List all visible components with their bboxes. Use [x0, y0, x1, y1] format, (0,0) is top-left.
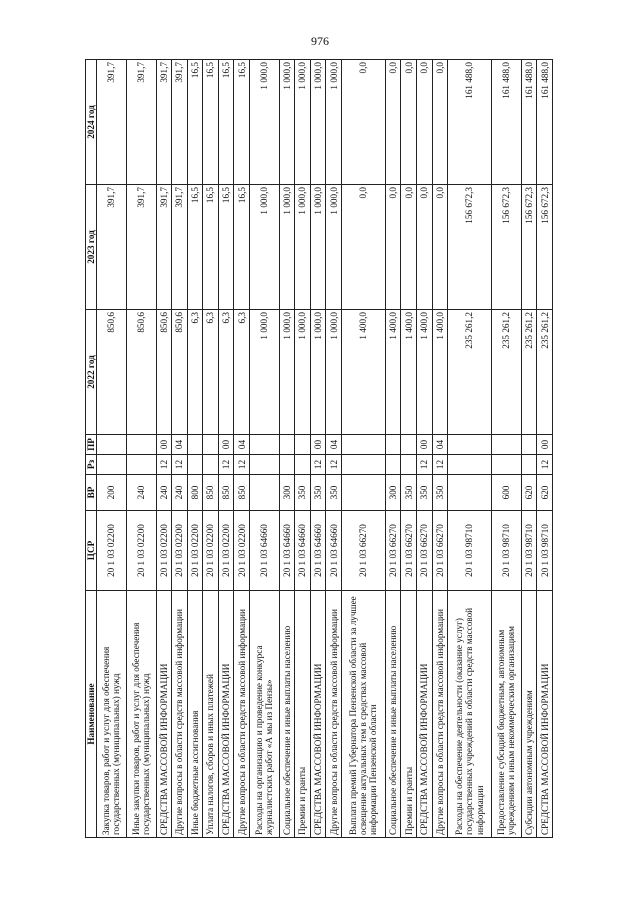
- rotated-table-container: [85, 60, 553, 838]
- cell-2024: 391,7: [156, 60, 172, 185]
- cell-vr: 300: [385, 475, 401, 511]
- cell-2023: 0,0: [401, 185, 417, 310]
- cell-2024: 161 488,0: [492, 60, 522, 185]
- header-vr: ВР: [86, 475, 97, 511]
- cell-rz: [203, 455, 219, 475]
- cell-csr: 20 1 03 98710: [492, 511, 522, 591]
- cell-name: Другие вопросы в области средств массовой информации: [234, 591, 250, 838]
- cell-rz: [249, 455, 279, 475]
- cell-csr: 20 1 03 02200: [234, 511, 250, 591]
- cell-name: Иные закупки товаров, работ и услуг для обеспечения государственных (муниципальных) нужд: [126, 591, 156, 838]
- cell-2023: 16,5: [218, 185, 234, 310]
- cell-2023: 0,0: [341, 185, 385, 310]
- table-row: [218, 60, 234, 838]
- cell-2024: 1 000,0: [310, 60, 326, 185]
- cell-2024: 161 488,0: [537, 60, 553, 185]
- table-row: [401, 60, 417, 838]
- cell-vr: 300: [279, 475, 295, 511]
- table-row: [279, 60, 295, 838]
- table-row: [203, 60, 219, 838]
- cell-rz: 12: [537, 455, 553, 475]
- cell-rz: 12: [172, 455, 188, 475]
- cell-rz: 12: [310, 455, 326, 475]
- cell-vr: 350: [416, 475, 432, 511]
- table-row: [234, 60, 250, 838]
- cell-csr: 20 1 03 66270: [432, 511, 448, 591]
- cell-name: Расходы на организацию и проведение конкурса журналистских работ «А мы из Пензы»: [249, 591, 279, 838]
- cell-2022: 235 261,2: [521, 310, 537, 435]
- cell-name: Расходы на обеспечение деятельности (оказание услуг) государственных учреждений в области средств массовой информации: [448, 591, 492, 838]
- cell-vr: 850: [218, 475, 234, 511]
- cell-2024: 0,0: [432, 60, 448, 185]
- cell-name: Закупка товаров, работ и услуг для обеспечения государственных (муниципальных) нужд: [97, 591, 127, 838]
- cell-2024: 391,7: [172, 60, 188, 185]
- cell-2024: 0,0: [385, 60, 401, 185]
- cell-csr: 20 1 03 98710: [537, 511, 553, 591]
- cell-rz: [385, 455, 401, 475]
- cell-csr: 20 1 03 66270: [341, 511, 385, 591]
- table-row: [341, 60, 385, 838]
- cell-2024: 0,0: [341, 60, 385, 185]
- cell-rz: [401, 455, 417, 475]
- cell-pr: [341, 435, 385, 455]
- header-pr: ПР: [86, 435, 97, 455]
- table-row: [295, 60, 311, 838]
- cell-2023: 16,5: [234, 185, 250, 310]
- cell-2024: 1 000,0: [326, 60, 342, 185]
- cell-rz: 12: [432, 455, 448, 475]
- cell-vr: 800: [187, 475, 203, 511]
- cell-pr: [203, 435, 219, 455]
- cell-2024: 16,5: [203, 60, 219, 185]
- cell-rz: 12: [234, 455, 250, 475]
- cell-2022: 235 261,2: [537, 310, 553, 435]
- table-row: [385, 60, 401, 838]
- cell-pr: 04: [326, 435, 342, 455]
- table-row: [310, 60, 326, 838]
- cell-rz: [279, 455, 295, 475]
- cell-name: Социальное обеспечение и иные выплаты населению: [279, 591, 295, 838]
- cell-2023: 1 000,0: [249, 185, 279, 310]
- table-header-row: [86, 60, 97, 838]
- cell-vr: 350: [401, 475, 417, 511]
- cell-pr: [97, 435, 127, 455]
- table-row: [521, 60, 537, 838]
- cell-rz: 12: [156, 455, 172, 475]
- cell-name: СРЕДСТВА МАССОВОЙ ИНФОРМАЦИИ: [310, 591, 326, 838]
- cell-name: Предоставление субсидий бюджетным, автономным учреждениям и иным некоммерческим организациям: [492, 591, 522, 838]
- cell-vr: 600: [492, 475, 522, 511]
- cell-csr: 20 1 03 98710: [521, 511, 537, 591]
- cell-csr: 20 1 03 02200: [126, 511, 156, 591]
- cell-vr: 240: [126, 475, 156, 511]
- cell-vr: [341, 475, 385, 511]
- cell-2024: 391,7: [126, 60, 156, 185]
- cell-vr: 350: [295, 475, 311, 511]
- header-2022: 2022 год: [86, 310, 97, 435]
- header-csr: ЦСР: [86, 511, 97, 591]
- page-number: 976: [311, 34, 329, 48]
- budget-table: [85, 59, 553, 838]
- cell-2023: 391,7: [97, 185, 127, 310]
- cell-2024: 0,0: [416, 60, 432, 185]
- cell-name: СРЕДСТВА МАССОВОЙ ИНФОРМАЦИИ: [537, 591, 553, 838]
- header-2024: 2024 год: [86, 60, 97, 185]
- cell-name: Премии и гранты: [401, 591, 417, 838]
- cell-pr: 04: [172, 435, 188, 455]
- cell-name: Социальное обеспечение и иные выплаты населению: [385, 591, 401, 838]
- cell-pr: 00: [310, 435, 326, 455]
- cell-2022: 6,3: [203, 310, 219, 435]
- cell-vr: 850: [203, 475, 219, 511]
- cell-csr: 20 1 03 66270: [416, 511, 432, 591]
- cell-2022: 850,6: [172, 310, 188, 435]
- cell-pr: [385, 435, 401, 455]
- cell-2022: 1 000,0: [295, 310, 311, 435]
- cell-2022: 235 261,2: [448, 310, 492, 435]
- cell-vr: 350: [326, 475, 342, 511]
- cell-2022: 850,6: [97, 310, 127, 435]
- cell-pr: [448, 435, 492, 455]
- cell-vr: 240: [156, 475, 172, 511]
- cell-2022: 1 400,0: [416, 310, 432, 435]
- cell-pr: 04: [234, 435, 250, 455]
- cell-pr: 00: [537, 435, 553, 455]
- cell-2023: 391,7: [126, 185, 156, 310]
- cell-2022: 1 400,0: [432, 310, 448, 435]
- cell-2023: 156 672,3: [537, 185, 553, 310]
- header-2023: 2023 год: [86, 185, 97, 310]
- table-row: [416, 60, 432, 838]
- cell-pr: 00: [416, 435, 432, 455]
- cell-csr: 20 1 03 98710: [448, 511, 492, 591]
- cell-2023: 156 672,3: [448, 185, 492, 310]
- cell-pr: [521, 435, 537, 455]
- cell-2024: 161 488,0: [521, 60, 537, 185]
- cell-csr: 20 1 03 02200: [218, 511, 234, 591]
- cell-csr: 20 1 03 02200: [156, 511, 172, 591]
- cell-pr: [126, 435, 156, 455]
- cell-2022: 1 400,0: [385, 310, 401, 435]
- table-row: [492, 60, 522, 838]
- cell-2023: 156 672,3: [521, 185, 537, 310]
- cell-2022: 235 261,2: [492, 310, 522, 435]
- cell-2024: 1 000,0: [249, 60, 279, 185]
- cell-rz: [492, 455, 522, 475]
- cell-2023: 156 672,3: [492, 185, 522, 310]
- cell-2023: 0,0: [432, 185, 448, 310]
- cell-name: Другие вопросы в области средств массовой информации: [326, 591, 342, 838]
- cell-2023: 1 000,0: [279, 185, 295, 310]
- cell-csr: 20 1 03 64660: [249, 511, 279, 591]
- cell-rz: [341, 455, 385, 475]
- cell-vr: 240: [172, 475, 188, 511]
- table-row: [448, 60, 492, 838]
- cell-2022: 850,6: [126, 310, 156, 435]
- cell-csr: 20 1 03 64660: [295, 511, 311, 591]
- cell-2023: 1 000,0: [326, 185, 342, 310]
- cell-csr: 20 1 03 02200: [97, 511, 127, 591]
- cell-2022: 1 400,0: [401, 310, 417, 435]
- cell-pr: [492, 435, 522, 455]
- cell-2022: 1 400,0: [341, 310, 385, 435]
- cell-name: Субсидии автономным учреждениям: [521, 591, 537, 838]
- table-body: [97, 60, 553, 838]
- cell-csr: 20 1 03 66270: [385, 511, 401, 591]
- cell-2024: 0,0: [401, 60, 417, 185]
- cell-pr: [295, 435, 311, 455]
- cell-vr: 350: [310, 475, 326, 511]
- cell-2023: 391,7: [156, 185, 172, 310]
- cell-2024: 16,5: [234, 60, 250, 185]
- cell-name: Уплата налогов, сборов и иных платежей: [203, 591, 219, 838]
- cell-2022: 850,6: [156, 310, 172, 435]
- cell-2023: 1 000,0: [295, 185, 311, 310]
- cell-csr: 20 1 03 02200: [172, 511, 188, 591]
- cell-2024: 161 488,0: [448, 60, 492, 185]
- cell-name: СРЕДСТВА МАССОВОЙ ИНФОРМАЦИИ: [218, 591, 234, 838]
- cell-vr: 620: [537, 475, 553, 511]
- cell-rz: [97, 455, 127, 475]
- cell-pr: 00: [156, 435, 172, 455]
- cell-2022: 6,3: [187, 310, 203, 435]
- table-row: [97, 60, 127, 838]
- cell-pr: [249, 435, 279, 455]
- cell-2022: 1 000,0: [310, 310, 326, 435]
- cell-2024: 16,5: [187, 60, 203, 185]
- table-row: [187, 60, 203, 838]
- table-row: [537, 60, 553, 838]
- table-row: [326, 60, 342, 838]
- cell-name: СРЕДСТВА МАССОВОЙ ИНФОРМАЦИИ: [416, 591, 432, 838]
- cell-rz: [521, 455, 537, 475]
- cell-2023: 16,5: [187, 185, 203, 310]
- table-row: [432, 60, 448, 838]
- cell-vr: [249, 475, 279, 511]
- cell-vr: 620: [521, 475, 537, 511]
- cell-pr: [401, 435, 417, 455]
- cell-name: Выплата премий Губернатора Пензенской области за лучшее освещение актуальных тем в средствах массовой информации Пензенской области: [341, 591, 385, 838]
- header-name: Наименование: [86, 591, 97, 838]
- cell-name: Другие вопросы в области средств массовой информации: [432, 591, 448, 838]
- cell-2022: 6,3: [218, 310, 234, 435]
- cell-rz: 12: [416, 455, 432, 475]
- cell-2022: 6,3: [234, 310, 250, 435]
- cell-vr: 200: [97, 475, 127, 511]
- cell-2023: 0,0: [385, 185, 401, 310]
- cell-pr: [279, 435, 295, 455]
- cell-csr: 20 1 03 64660: [310, 511, 326, 591]
- cell-name: Премии и гранты: [295, 591, 311, 838]
- cell-2023: 0,0: [416, 185, 432, 310]
- cell-2022: 1 000,0: [249, 310, 279, 435]
- cell-name: Иные бюджетные ассигнования: [187, 591, 203, 838]
- cell-pr: 04: [432, 435, 448, 455]
- cell-rz: [187, 455, 203, 475]
- cell-rz: [448, 455, 492, 475]
- table-row: [126, 60, 156, 838]
- cell-2022: 1 000,0: [279, 310, 295, 435]
- cell-2023: 1 000,0: [310, 185, 326, 310]
- cell-vr: 350: [432, 475, 448, 511]
- cell-name: Другие вопросы в области средств массовой информации: [172, 591, 188, 838]
- cell-pr: [187, 435, 203, 455]
- cell-vr: [448, 475, 492, 511]
- table-row: [249, 60, 279, 838]
- cell-2023: 16,5: [203, 185, 219, 310]
- cell-2024: 391,7: [97, 60, 127, 185]
- table-row: [172, 60, 188, 838]
- cell-csr: 20 1 03 02200: [203, 511, 219, 591]
- cell-pr: 00: [218, 435, 234, 455]
- cell-rz: [126, 455, 156, 475]
- table-row: [156, 60, 172, 838]
- cell-csr: 20 1 03 64660: [279, 511, 295, 591]
- cell-vr: 850: [234, 475, 250, 511]
- cell-name: СРЕДСТВА МАССОВОЙ ИНФОРМАЦИИ: [156, 591, 172, 838]
- cell-2022: 1 000,0: [326, 310, 342, 435]
- cell-csr: 20 1 03 64660: [326, 511, 342, 591]
- cell-2023: 391,7: [172, 185, 188, 310]
- cell-2024: 1 000,0: [295, 60, 311, 185]
- cell-rz: 12: [218, 455, 234, 475]
- cell-rz: [295, 455, 311, 475]
- cell-rz: 12: [326, 455, 342, 475]
- header-rz: Рз: [86, 455, 97, 475]
- cell-csr: 20 1 03 66270: [401, 511, 417, 591]
- cell-2024: 16,5: [218, 60, 234, 185]
- cell-csr: 20 1 03 02200: [187, 511, 203, 591]
- cell-2024: 1 000,0: [279, 60, 295, 185]
